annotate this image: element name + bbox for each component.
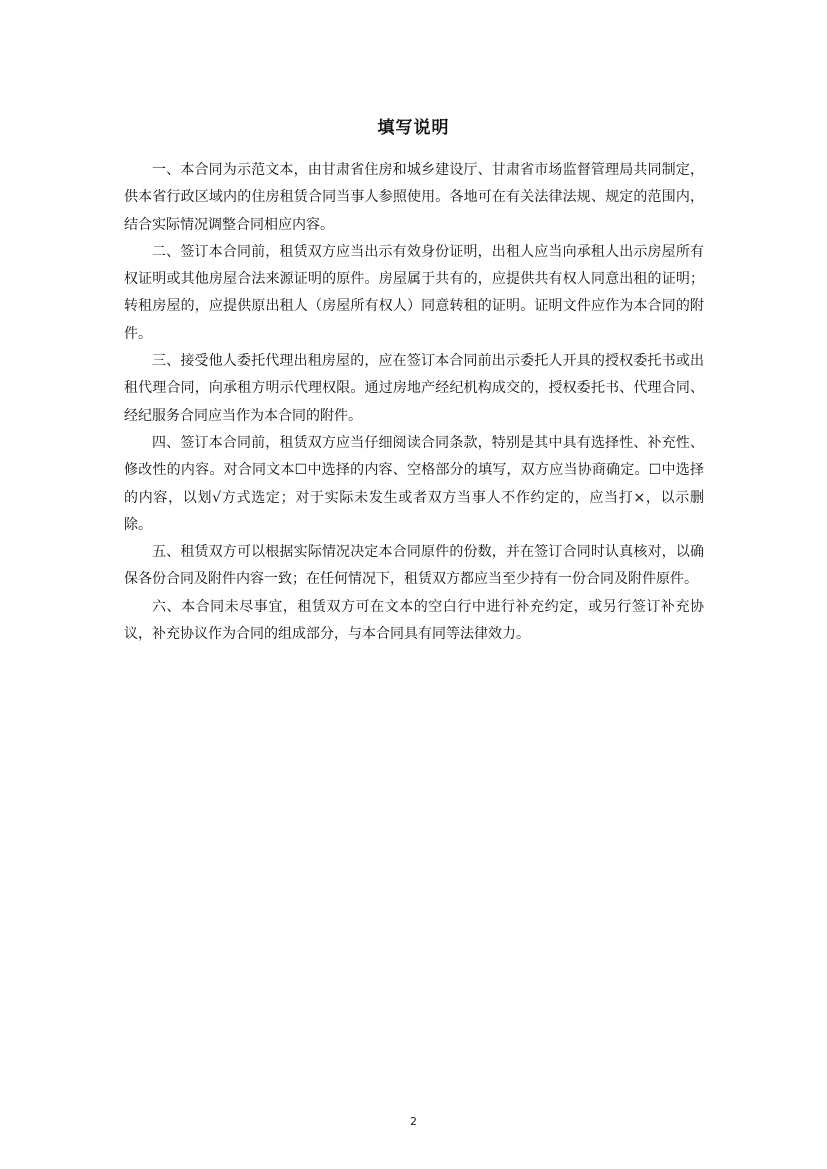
instruction-paragraph-1: 一、本合同为示范文本，由甘肃省住房和城乡建设厅、甘肃省市场监督管理局共同制定，供本省行政区域内的住房租赁合同当事人参照使用。各地可在有关法律法规、规定的范围内，结合实际情况调整合同相应内容。	[124, 162, 704, 233]
instructions-body	[124, 157, 704, 648]
page-title: 填写说明	[377, 118, 450, 138]
instruction-paragraph-4: 四、签订本合同前，租赁双方应当仔细阅读合同条款，特别是其中具有选择性、补充性、修改性的内容。对合同文本☐中选择的内容、空格部分的填写，双方应当协商确定。☐中选择的内容，以划√方式选定；对于实际未发生或者双方当事人不作约定的，应当打×，以示删除。	[124, 434, 704, 533]
instruction-paragraph-3: 三、接受他人委托代理出租房屋的，应在签订本合同前出示委托人开具的授权委托书或出租代理合同，向承租方明示代理权限。通过房地产经纪机构成交的，授权委托书、代理合同、经纪服务合同应当作为本合同的附件。	[124, 353, 704, 424]
instruction-paragraph-2: 二、签订本合同前，租赁双方应当出示有效身份证明，出租人应当向承租人出示房屋所有权证明或其他房屋合法来源证明的原件。房屋属于共有的，应提供共有权人同意出租的证明；转租房屋的，应提供原出租人（房屋所有权人）同意转租的证明。证明文件应作为本合同的附件。	[124, 243, 704, 342]
instruction-paragraph-5: 五、租赁双方可以根据实际情况决定本合同原件的份数，并在签订合同时认真核对，以确保各份合同及附件内容一致；在任何情况下，租赁双方都应当至少持有一份合同及附件原件。	[124, 544, 704, 588]
instruction-paragraph-6: 六、本合同未尽事宜，租赁双方可在文本的空白行中进行补充约定，或另行签订补充协议，补充协议作为合同的组成部分，与本合同具有同等法律效力。	[124, 598, 704, 643]
page-number: 2	[410, 1115, 417, 1128]
